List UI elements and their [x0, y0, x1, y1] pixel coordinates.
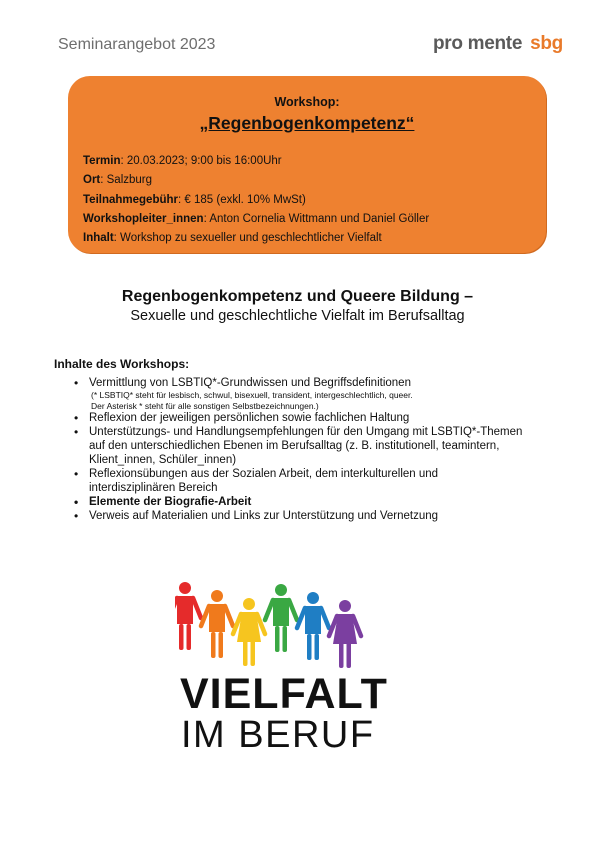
- brand-sub: sbg: [530, 33, 563, 54]
- ort-value: : Salzburg: [100, 174, 153, 187]
- rainbow-people-icon: [175, 578, 375, 670]
- list-item-text: Vermittlung von LSBTIQ*-Grundwissen und Begriffsdefinitionen: [89, 377, 411, 389]
- leiter-line: [83, 210, 429, 229]
- workshop-label: Workshop:: [274, 95, 340, 109]
- person-figure: [201, 590, 233, 658]
- subject-heading: [0, 288, 595, 324]
- person-figure: [175, 582, 201, 650]
- vielfalt-im-beruf-logo: [175, 578, 388, 756]
- gebuehr-line: [83, 191, 429, 210]
- contents-heading: Inhalte des Workshops:: [54, 357, 190, 371]
- workshop-info-box: [68, 76, 546, 253]
- list-item: • Reflexion der jeweiligen persönlichen sowie fachlichen Haltung: [54, 411, 524, 425]
- list-item: • Unterstützungs- und Handlungsempfehlungen für den Umgang mit LSBTIQ*-Themen auf den unterschiedlichen Ebenen im Berufsalltag (z. B. institutionell, teamintern, Klient_innen, Schüler_innen): [54, 425, 524, 467]
- person-figure: [233, 598, 265, 666]
- gebuehr-value: : € 185 (exkl. 10% MwSt): [178, 193, 306, 206]
- person-figure: [329, 600, 361, 668]
- ort-line: [83, 171, 429, 190]
- termin-line: [83, 152, 429, 171]
- ort-label: Ort: [83, 174, 101, 187]
- lsbtiq-footnote-1: (* LSBTIQ* steht für lesbisch, schwul, bisexuell, transident, intergeschlechtlich, queer.: [91, 390, 413, 400]
- lsbtiq-footnote-2: Der Asterisk * steht für alle sonstigen Selbstbezeichnungen.): [91, 400, 319, 411]
- subject-subtitle: Sexuelle und geschlechtliche Vielfalt im Berufsalltag: [130, 308, 465, 324]
- list-item: • Elemente der Biografie-Arbeit: [54, 495, 524, 509]
- brand-logo: [433, 33, 563, 55]
- contents-list: [54, 376, 524, 523]
- person-figure: [297, 592, 329, 660]
- inhalt-value: : Workshop zu sexueller und geschlechtlicher Vielfalt: [113, 232, 382, 245]
- gebuehr-label: Teilnahmegebühr: [83, 193, 178, 206]
- workshop-title: „Regenbogenkompetenz“: [199, 113, 415, 133]
- header-title: Seminarangebot 2023: [58, 36, 216, 53]
- leiter-value: : Anton Cornelia Wittmann und Daniel Göller: [203, 212, 430, 225]
- subject-title: Regenbogenkompetenz und Queere Bildung –: [121, 288, 474, 305]
- brand-main: pro mente: [432, 33, 523, 54]
- list-item: • Verweis auf Materialien und Links zur Unterstützung und Vernetzung: [54, 509, 524, 523]
- workshop-contents: [54, 357, 524, 523]
- inhalt-label: Inhalt: [83, 232, 114, 245]
- termin-value: : 20.03.2023; 9:00 bis 16:00Uhr: [120, 155, 282, 167]
- list-item: [54, 376, 524, 411]
- logo-line-2: IM BERUF: [181, 714, 375, 756]
- person-figure: [265, 584, 297, 652]
- termin-label: Termin: [83, 155, 121, 167]
- inhalt-line: [83, 229, 429, 248]
- workshop-details: [83, 152, 429, 248]
- list-item: • Reflexionsübungen aus der Sozialen Arbeit, dem interkulturellen und interdisziplinären Bereich: [54, 467, 524, 495]
- leiter-label: Workshopleiter_innen: [83, 212, 204, 225]
- logo-line-1: VIELFALT: [180, 670, 388, 718]
